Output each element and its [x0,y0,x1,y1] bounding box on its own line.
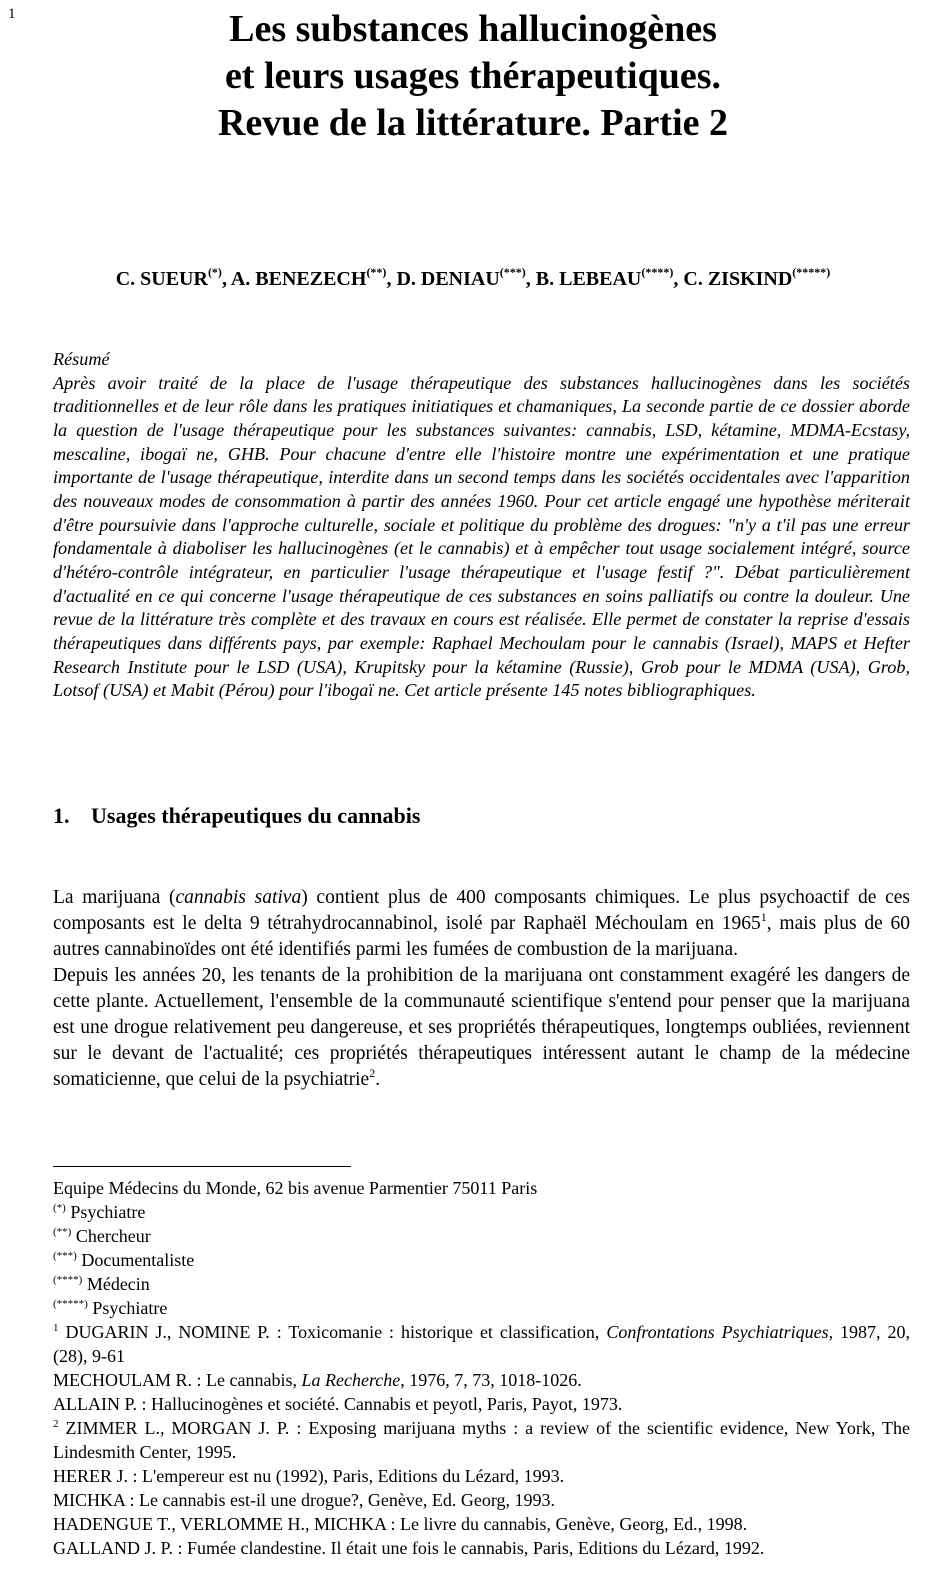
text-run: , 1976, 7, 73, 1018-1026. [400,1370,582,1390]
role-note [53,1200,910,1224]
text-run: MECHOULAM R. : Le cannabis, [53,1370,302,1390]
role-text: Médecin [82,1274,150,1294]
author-separator: , [221,268,231,290]
role-text: Psychiatre [65,1202,146,1222]
text-run: Depuis les années 20, les tenants de la prohibition de la marijuana ont constamment exagéré les dangers de cette plante. Actuellement, l'ensemble de la communauté scientifique s'entend pour penser que la marijuana est une drogue relativement peu dangereuse, et ses propriétés thérapeutiques, longtemps oubliées, reviennent sur le devant de l'actualité; ces propriétés thérapeutiques intéressent autant le champ de la médecine somaticienne, que celui de la psychiatrie [53,965,910,1090]
reference-note [53,1368,910,1392]
section-title: Usages thérapeutiques du cannabis [91,803,421,828]
reference-note: MICHKA : Le cannabis est-il une drogue?, Genève, Ed. Georg, 1993. [53,1490,556,1510]
author-separator: , [525,268,536,290]
text-run: La marijuana ( [53,887,176,908]
reference-note: HERER J. : L'empereur est nu (1992), Paris, Editions du Lézard, 1993. [53,1466,565,1486]
affiliation-mark: (*****) [792,265,831,279]
role-note [53,1224,910,1248]
affiliation-mark: (*****) [53,1298,88,1310]
footnote-mark: 2 [53,1418,59,1430]
author-name: B. LEBEAU [535,268,642,290]
footnote-mark: 1 [53,1322,59,1334]
affiliation-mark: (****) [53,1274,83,1286]
role-text: Chercheur [71,1226,151,1246]
footnote-separator [53,1166,351,1167]
text-run: . [375,1069,381,1090]
footnote-ref[interactable]: 2 [369,1066,376,1080]
section-number: 1. [53,803,70,828]
footnote-ref[interactable]: 1 [760,910,767,924]
role-note [53,1272,910,1296]
italic-term: cannabis sativa [175,887,302,908]
abstract-text: Après avoir traité de la place de l'usage thérapeutique des substances hallucinogènes dans les sociétés traditionnelles et de leur rôle dans les pratiques initiatiques et chamaniques, La seconde partie de ce dossier aborde la question de l'usage thérapeutique pour les substances suivantes: cannabis, LSD, kétamine, MDMA-Ecstasy, mescaline, ibogaï ne, GHB. Pour chacune d'entre elle l'histoire montre une expérimentation et une pratique importante de l'usage thérapeutique, interdite dans un second temps dans les sociétés occidentales avec l'apparition des nouveaux modes de consommation à partir des années 1960. Pour cet article engagé une hypothèse mériterait d'être poursuivie dans l'approche culturelle, sociale et politique du problème des drogues: "n'y a t'il pas une erreur fondamentale à diaboliser les hallucinogènes (et le cannabis) et à empêcher tout usage socialement intégré, source d'hétéro-contrôle intégrateur, en particulier l'usage thérapeutique et l'usage festif ?". Débat particulièrement d'actualité en ce qui concerne l'usage thérapeutique de ces substances en soins palliatifs ou contre la douleur. Une revue de la littérature très complète et des travaux en cours est réalisée. Elle permet de constater la reprise d'essais thérapeutiques dans différents pays, par exemple: Raphael Mechoulam pour le cannabis (Israel), MAPS et Hefter Research Institute pour le LSD (USA), Krupitsky pour la kétamine (Russie), Grob pour le MDMA (USA), Grob, Lotsof (USA) et Mabit (Pérou) pour l'ibogaï ne. Cet article présente 145 notes bibliographiques. [53,372,910,701]
journal-title: La Recherche [301,1370,401,1390]
title-line: Les substances hallucinogènes [229,8,717,50]
affiliation-mark: (*) [207,265,222,279]
text-run: DUGARIN J., NOMINE P. : Toxicomanie : historique et classification, [58,1322,607,1342]
affiliation-mark: (*) [53,1202,66,1214]
reference-note [53,1320,910,1368]
reference-note: ALLAIN P. : Hallucinogènes et société. Cannabis et peyotl, Paris, Payot, 1973. [53,1394,623,1414]
affiliation-mark: (***) [53,1250,77,1262]
article-title [0,6,946,147]
text-run: ) contient plus de 400 composants chimiques. Le plus psychoactif de ces composants est le delta 9 tétrahydrocannabinol, isolé par Raphaël Méchoulam en 1965 [53,887,910,934]
author-separator: , [386,268,397,290]
role-note [53,1296,910,1320]
title-line: Revue de la littérature. Partie 2 [217,102,728,144]
affiliation-mark: (**) [366,265,387,279]
paragraph [53,963,910,1093]
section-heading [53,803,420,829]
author-list [0,265,946,291]
author-name: C. ZISKIND [683,268,793,290]
author-separator: , [673,268,684,290]
author-name: D. DENIAU [396,268,500,290]
text-run: , 1987, 20, (28), 9-61 [53,1322,911,1366]
author-name: C. SUEUR [115,268,208,290]
journal-title: Confrontations Psychiatriques [606,1322,829,1342]
affiliation-note: Equipe Médecins du Monde, 62 bis avenue Parmentier 75011 Paris [53,1178,538,1198]
body-text [53,885,910,1093]
text-run: ZIMMER L., MORGAN J. P. : Exposing marijuana myths : a review of the scientific evidence, New York, The Lindesmith Center, 1995. [53,1418,910,1462]
text-run: , mais plus de 60 autres cannabinoïdes ont été identifiés parmi les fumées de combustion de la marijuana. [53,913,911,960]
abstract [53,348,910,703]
reference-note: GALLAND J. P. : Fumée clandestine. Il était une fois le cannabis, Paris, Editions du Lézard, 1992. [53,1538,765,1558]
affiliation-mark: (**) [53,1226,72,1238]
footnotes [53,1176,910,1560]
affiliation-mark: (***) [499,265,526,279]
reference-note: HADENGUE T., VERLOMME H., MICHKA : Le livre du cannabis, Genève, Georg, Ed., 1998. [53,1514,748,1534]
affiliation-mark: (****) [641,265,674,279]
role-text: Documentaliste [76,1250,195,1270]
page-number: 1 [8,6,16,22]
paragraph [53,885,910,963]
title-line: et leurs usages thérapeutiques. [224,55,722,97]
reference-note [53,1416,910,1464]
role-text: Psychiatre [87,1298,168,1318]
abstract-heading: Résumé [53,349,110,369]
role-note [53,1248,910,1272]
author-name: A. BENEZECH [230,268,367,290]
